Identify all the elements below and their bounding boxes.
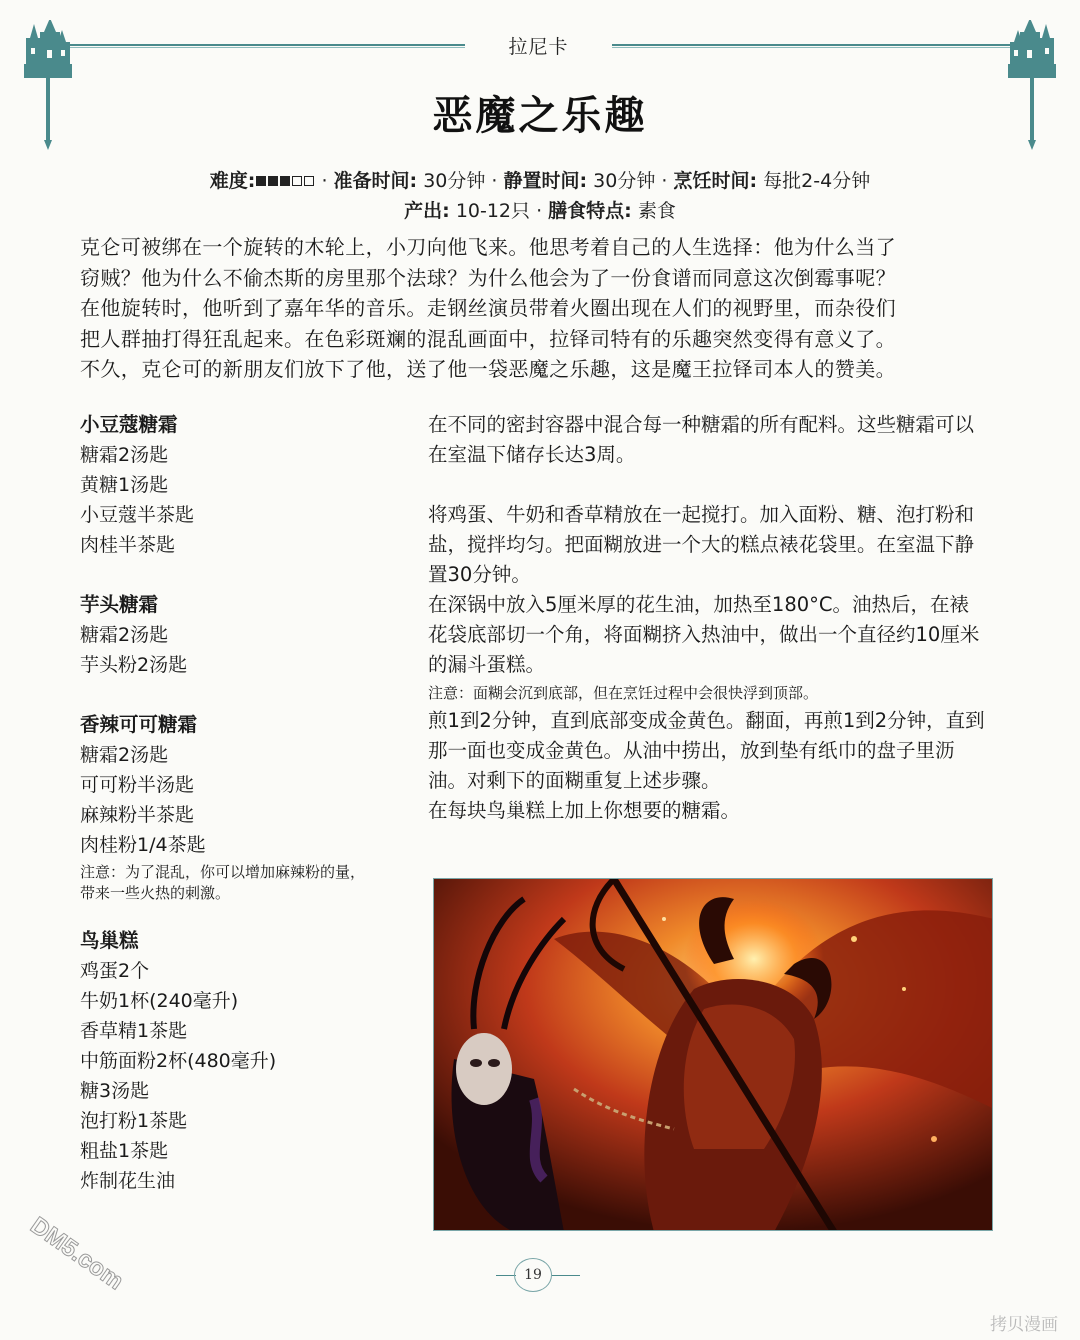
ingredient-item: 粗盐1茶匙	[80, 1140, 169, 1162]
prep-time-value: 30分钟	[423, 170, 486, 192]
watermark-right: 拷贝漫画	[990, 1315, 1058, 1335]
intro-line: 把人群抽打得狂乱起来。在色彩斑斓的混乱画面中，拉铎司特有的乐趣突然变得有意义了。	[80, 326, 896, 351]
difficulty-box-empty-icon	[292, 176, 302, 186]
yield-label: 产出:	[404, 200, 450, 222]
ingredient-item: 肉桂半茶匙	[80, 534, 176, 556]
chapter-name: 拉尼卡	[508, 36, 569, 58]
watermark-left: DM5.com	[25, 1211, 129, 1296]
ingredient-group-cardamom	[80, 410, 380, 560]
ingredient-item: 可可粉半汤匙	[80, 774, 195, 796]
method-step-4: 煎1到2分钟，直到底部变成金黄色。翻面，再煎1到2分钟，直到那一面也变成金黄色。从油中捞出，放到垫有纸巾的盘子里沥油。对剩下的面糊重复上述步骤。	[428, 709, 985, 792]
recipe-title: 恶魔之乐趣	[432, 93, 648, 139]
method-step-5: 在每块鸟巢糕上加上你想要的糖霜。	[428, 799, 741, 822]
ingredient-group-spicy-cocoa	[80, 710, 380, 904]
intro-paragraph	[80, 232, 1000, 385]
ingredient-group-title: 香辣可可糖霜	[80, 713, 198, 736]
ingredients-column	[80, 410, 380, 1196]
recipe-meta-line-1: 难度: · 准备时间: 30分钟 · 静置时间: 30分钟 · 烹饪时间: 每批2-4分钟	[209, 170, 871, 192]
footer-rule-left	[496, 1275, 516, 1276]
difficulty-box-filled-icon	[268, 176, 278, 186]
rest-time-label: 静置时间:	[503, 170, 588, 192]
method-step-1: 在不同的密封容器中混合每一种糖霜的所有配料。这些糖霜可以在室温下储存长达3周。	[428, 413, 975, 466]
method-note: 注意：面糊会沉到底部，但在烹饪过程中会很快浮到顶部。	[428, 684, 819, 702]
ingredient-note: 注意：为了混乱，你可以增加麻辣粉的量，带来一些火热的刺激。	[80, 863, 366, 902]
ingredient-item: 糖霜2汤匙	[80, 624, 169, 646]
ingredient-group-title: 鸟巢糕	[80, 929, 139, 952]
rest-time-value: 30分钟	[593, 170, 656, 192]
ingredient-item: 糖霜2汤匙	[80, 444, 169, 466]
difficulty-label: 难度:	[209, 170, 256, 192]
method-step-3: 在深锅中放入5厘米厚的花生油，加热至180°C。油热后，在裱花袋底部切一个角，将面糊挤入热油中，做出一个直径约10厘米的漏斗蛋糕。	[428, 593, 980, 676]
intro-line: 在他旋转时，他听到了嘉年华的音乐。走钢丝演员带着火圈出现在人们的视野里，而杂役们	[80, 296, 896, 320]
difficulty-box-empty-icon	[304, 176, 314, 186]
ingredient-item: 糖霜2汤匙	[80, 744, 169, 766]
demon-illustration-art	[434, 879, 993, 1231]
ingredient-group-title: 芋头糖霜	[80, 593, 159, 616]
ingredient-item: 炸制花生油	[80, 1170, 176, 1192]
diet-label: 膳食特点:	[548, 200, 632, 222]
difficulty-rating	[255, 170, 315, 192]
difficulty-box-filled-icon	[280, 176, 290, 186]
ingredient-item: 香草精1茶匙	[80, 1020, 188, 1042]
demon-illustration	[433, 878, 993, 1231]
ingredient-item: 黄糖1汤匙	[80, 474, 169, 496]
yield-value: 10-12只	[455, 200, 531, 222]
ingredient-item: 糖3汤匙	[80, 1080, 150, 1102]
ingredient-group-nest-cake	[80, 926, 380, 1196]
prep-time-label: 准备时间:	[333, 170, 418, 192]
ingredient-item: 肉桂粉1/4茶匙	[80, 834, 206, 856]
intro-line: 不久，克仑可的新朋友们放下了他，送了他一袋恶魔之乐趣，这是魔王拉铎司本人的赞美。	[80, 357, 896, 381]
ingredient-item: 小豆蔻半茶匙	[80, 504, 195, 526]
recipe-meta-line-2: 产出: 10-12只 · 膳食特点: 素食	[404, 200, 676, 222]
cook-time-label: 烹饪时间:	[673, 170, 758, 192]
ingredient-group-taro	[80, 590, 380, 680]
cook-time-value: 每批2-4分钟	[763, 170, 871, 192]
page-number: 19	[514, 1258, 552, 1292]
intro-line: 克仑可被绑在一个旋转的木轮上，小刀向他飞来。他思考着自己的人生选择：他为什么当了	[80, 235, 896, 259]
footer-rule-right	[552, 1275, 580, 1276]
ingredient-item: 牛奶1杯(240毫升)	[80, 990, 239, 1012]
header-rule-left	[70, 44, 465, 46]
method-step-2: 将鸡蛋、牛奶和香草精放在一起搅打。加入面粉、糖、泡打粉和盐，搅拌均匀。把面糊放进一个大的糕点裱花袋里。在室温下静置30分钟。	[428, 503, 975, 586]
method-column	[428, 410, 988, 826]
difficulty-box-filled-icon	[256, 176, 266, 186]
ingredient-item: 芋头粉2汤匙	[80, 654, 188, 676]
ingredient-item: 鸡蛋2个	[80, 960, 150, 982]
ingredient-item: 麻辣粉半茶匙	[80, 804, 195, 826]
ingredient-item: 泡打粉1茶匙	[80, 1110, 188, 1132]
ingredient-group-title: 小豆蔻糖霜	[80, 413, 178, 436]
ingredient-item: 中筋面粉2杯(480毫升)	[80, 1050, 277, 1072]
header-rule-right	[612, 44, 1010, 46]
diet-value: 素食	[637, 200, 676, 222]
intro-line: 窃贼？他为什么不偷杰斯的房里那个法球？为什么他会为了一份食谱而同意这次倒霉事呢？	[80, 265, 896, 290]
